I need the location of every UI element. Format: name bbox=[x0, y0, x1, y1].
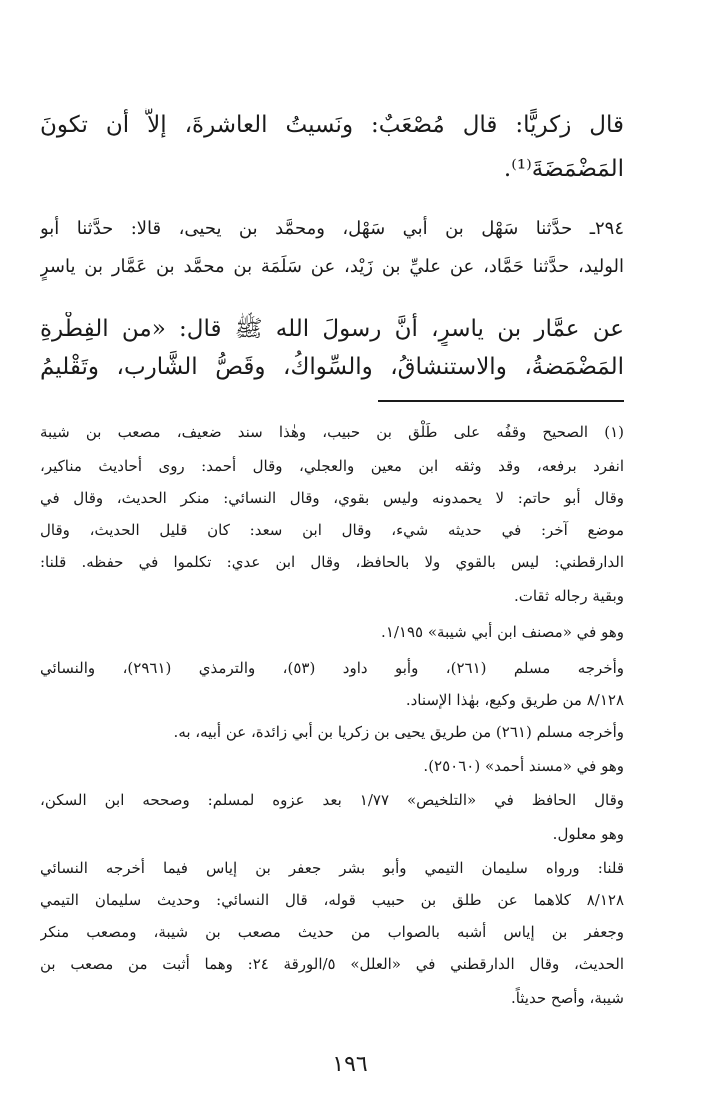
footnote-line: وقال أبو حاتم: لا يحمدونه وليس بقوي، وقال النسائي: منكر الحديث، وقال في bbox=[40, 489, 624, 507]
footnote-line: موضع آخر: في حديثه شيء، وقال ابن سعد: كان قليل الحديث، وقال bbox=[40, 521, 624, 539]
body-para1-line2: المَضْمَضَةَ⁽¹⁾. bbox=[503, 156, 624, 182]
hadith-matn-line2: المَضْمَضةُ، والاستنشاقُ، والسِّواكُ، وقَصُّ الشَّارب، وتَقْليمُ bbox=[40, 354, 624, 380]
footnote-line: وأخرجه مسلم (٢٦١) من طريق يحيى بن زكريا بن أبي زائدة، عن أبيه، به. bbox=[173, 723, 624, 741]
footnote-line: ٨/١٢٨ كلاهما عن طلق بن حبيب قوله، قال النسائي: وحديث سليمان التيمي bbox=[40, 891, 624, 909]
footnote-line: (١) الصحيح وقفُه على طَلْق بن حبيب، وهٰذا سند ضعيف، مصعب بن شيبة bbox=[40, 423, 624, 441]
footnote-line: وقال الحافظ في «التلخيص» ١/٧٧ بعد عزوه لمسلم: وصححه ابن السكن، bbox=[40, 791, 624, 809]
footnote-line: وجعفر بن إياس أشبه بالصواب من حديث مصعب بن شيبة، ومصعب منكر bbox=[40, 923, 624, 941]
footnote-line: انفرد برفعه، وقد وثقه ابن معين والعجلي، وقال أحمد: روى أحاديث مناكير، bbox=[40, 457, 624, 475]
body-para1-line1: قال زكريًّا: قال مُصْعَبٌ: ونَسيتُ العاشرةَ، إلاَّ أن تكونَ bbox=[40, 112, 624, 138]
footnote-line: وهو معلول. bbox=[552, 825, 624, 843]
footnote-line: قلنا: ورواه سليمان التيمي وأبو بشر جعفر بن إياس فيما أخرجه النسائي bbox=[40, 859, 624, 877]
footnote-line: وبقية رجاله ثقات. bbox=[513, 587, 624, 605]
footnote-line: الدارقطني: ليس بالقوي ولا بالحافظ، وقال ابن عدي: تكلموا في حفظه. قلنا: bbox=[40, 553, 624, 571]
footnote-line: وهو في «مسند أحمد» (٢٥٠٦٠). bbox=[423, 757, 624, 775]
footnote-line: ٨/١٢٨ من طريق وكيع، بهٰذا الإسناد. bbox=[405, 691, 624, 709]
hadith-294-line2: الوليد، حدَّثنا حَمَّاد، عن عليِّ بن زَيْد، عن سَلَمَة بن محمَّد بن عَمَّار بن ياسرٍ bbox=[40, 256, 624, 277]
page-number: ١٩٦ bbox=[332, 1052, 368, 1077]
hadith-294-line1: ٢٩٤ـ حدَّثنا سَهْل بن أبي سَهْل، ومحمَّد بن يحيى، قالا: حدَّثنا أبو bbox=[40, 218, 624, 239]
footnote-line: وأخرجه مسلم (٢٦١)، وأبو داود (٥٣)، والترمذي (٢٩٦١)، والنسائي bbox=[40, 659, 624, 677]
footnote-line: شيبة، وأصح حديثاً. bbox=[510, 989, 624, 1007]
footnote-line: وهو في «مصنف ابن أبي شيبة» ١/١٩٥. bbox=[381, 623, 624, 641]
footnote-separator bbox=[378, 400, 624, 402]
footnote-line: الحديث، وقال الدارقطني في «العلل» ٥/الورقة ٢٤: وهما أثبت من مصعب بن bbox=[40, 955, 624, 973]
hadith-matn-line1: عن عمَّار بن ياسرٍ، أنَّ رسولَ الله ﷺ قال: «من الفِطْرةِ bbox=[40, 316, 624, 342]
